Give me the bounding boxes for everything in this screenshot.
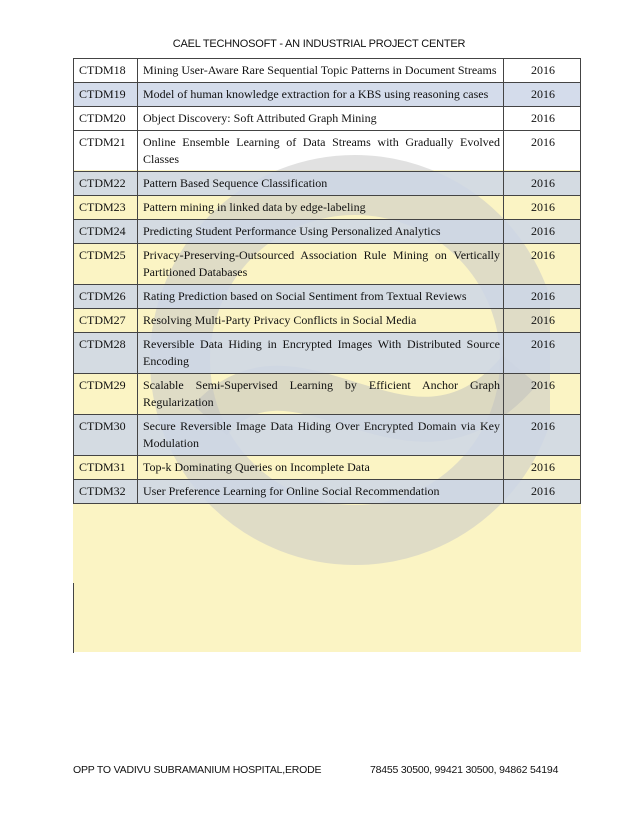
cell-code: CTDM32 <box>74 480 138 504</box>
cell-code: CTDM18 <box>74 59 138 83</box>
table-row <box>74 415 581 456</box>
cell-code: CTDM23 <box>74 196 138 220</box>
footer-address: OPP TO VADIVU SUBRAMANIUM HOSPITAL,ERODE <box>73 764 322 776</box>
table-row <box>74 196 581 220</box>
cell-code: CTDM21 <box>74 131 138 172</box>
cell-code: CTDM25 <box>74 244 138 285</box>
cell-code: CTDM28 <box>74 333 138 374</box>
cell-title: Object Discovery: Soft Attributed Graph Mining <box>138 107 504 131</box>
table-row <box>74 309 581 333</box>
table-row <box>74 333 581 374</box>
cell-year: 2016 <box>504 480 581 504</box>
table-row <box>74 220 581 244</box>
cell-year: 2016 <box>504 244 581 285</box>
cell-year: 2016 <box>504 285 581 309</box>
cell-title: Online Ensemble Learning of Data Streams with Gradually Evolved Classes <box>138 131 504 172</box>
cell-year: 2016 <box>504 309 581 333</box>
cell-title: Mining User-Aware Rare Sequential Topic Patterns in Document Streams <box>138 59 504 83</box>
cell-code: CTDM24 <box>74 220 138 244</box>
table-row <box>74 131 581 172</box>
cell-title: Pattern Based Sequence Classification <box>138 172 504 196</box>
cell-title: Privacy-Preserving-Outsourced Association Rule Mining on Vertically Partitioned Databases <box>138 244 504 285</box>
table-row <box>74 480 581 504</box>
cell-title: Resolving Multi-Party Privacy Conflicts in Social Media <box>138 309 504 333</box>
cell-code: CTDM22 <box>74 172 138 196</box>
cell-year: 2016 <box>504 456 581 480</box>
cell-code: CTDM27 <box>74 309 138 333</box>
cell-year: 2016 <box>504 374 581 415</box>
cell-year: 2016 <box>504 415 581 456</box>
cell-year: 2016 <box>504 196 581 220</box>
cell-title: Reversible Data Hiding in Encrypted Images With Distributed Source Encoding <box>138 333 504 374</box>
cell-title: Scalable Semi-Supervised Learning by Efficient Anchor Graph Regularization <box>138 374 504 415</box>
cell-year: 2016 <box>504 172 581 196</box>
cell-year: 2016 <box>504 333 581 374</box>
page-header: CAEL TECHNOSOFT - AN INDUSTRIAL PROJECT CENTER <box>172 38 466 50</box>
cell-year: 2016 <box>504 220 581 244</box>
table-row <box>74 172 581 196</box>
table-row <box>74 107 581 131</box>
table-row <box>74 59 581 83</box>
cell-code: CTDM26 <box>74 285 138 309</box>
cell-title: User Preference Learning for Online Social Recommendation <box>138 480 504 504</box>
cell-year: 2016 <box>504 107 581 131</box>
table-row <box>74 244 581 285</box>
table-left-rule <box>73 583 74 653</box>
table-row <box>74 374 581 415</box>
cell-title: Predicting Student Performance Using Personalized Analytics <box>138 220 504 244</box>
cell-title: Secure Reversible Image Data Hiding Over Encrypted Domain via Key Modulation <box>138 415 504 456</box>
project-table <box>73 58 581 504</box>
cell-title: Model of human knowledge extraction for a KBS using reasoning cases <box>138 83 504 107</box>
cell-code: CTDM20 <box>74 107 138 131</box>
cell-code: CTDM31 <box>74 456 138 480</box>
footer-phones: 78455 30500, 99421 30500, 94862 54194 <box>370 764 559 776</box>
cell-year: 2016 <box>504 59 581 83</box>
cell-code: CTDM19 <box>74 83 138 107</box>
cell-title: Rating Prediction based on Social Sentiment from Textual Reviews <box>138 285 504 309</box>
cell-code: CTDM29 <box>74 374 138 415</box>
table-row <box>74 285 581 309</box>
cell-code: CTDM30 <box>74 415 138 456</box>
cell-title: Top-k Dominating Queries on Incomplete Data <box>138 456 504 480</box>
table-row <box>74 83 581 107</box>
cell-year: 2016 <box>504 131 581 172</box>
cell-year: 2016 <box>504 83 581 107</box>
cell-title: Pattern mining in linked data by edge-labeling <box>138 196 504 220</box>
table-row <box>74 456 581 480</box>
